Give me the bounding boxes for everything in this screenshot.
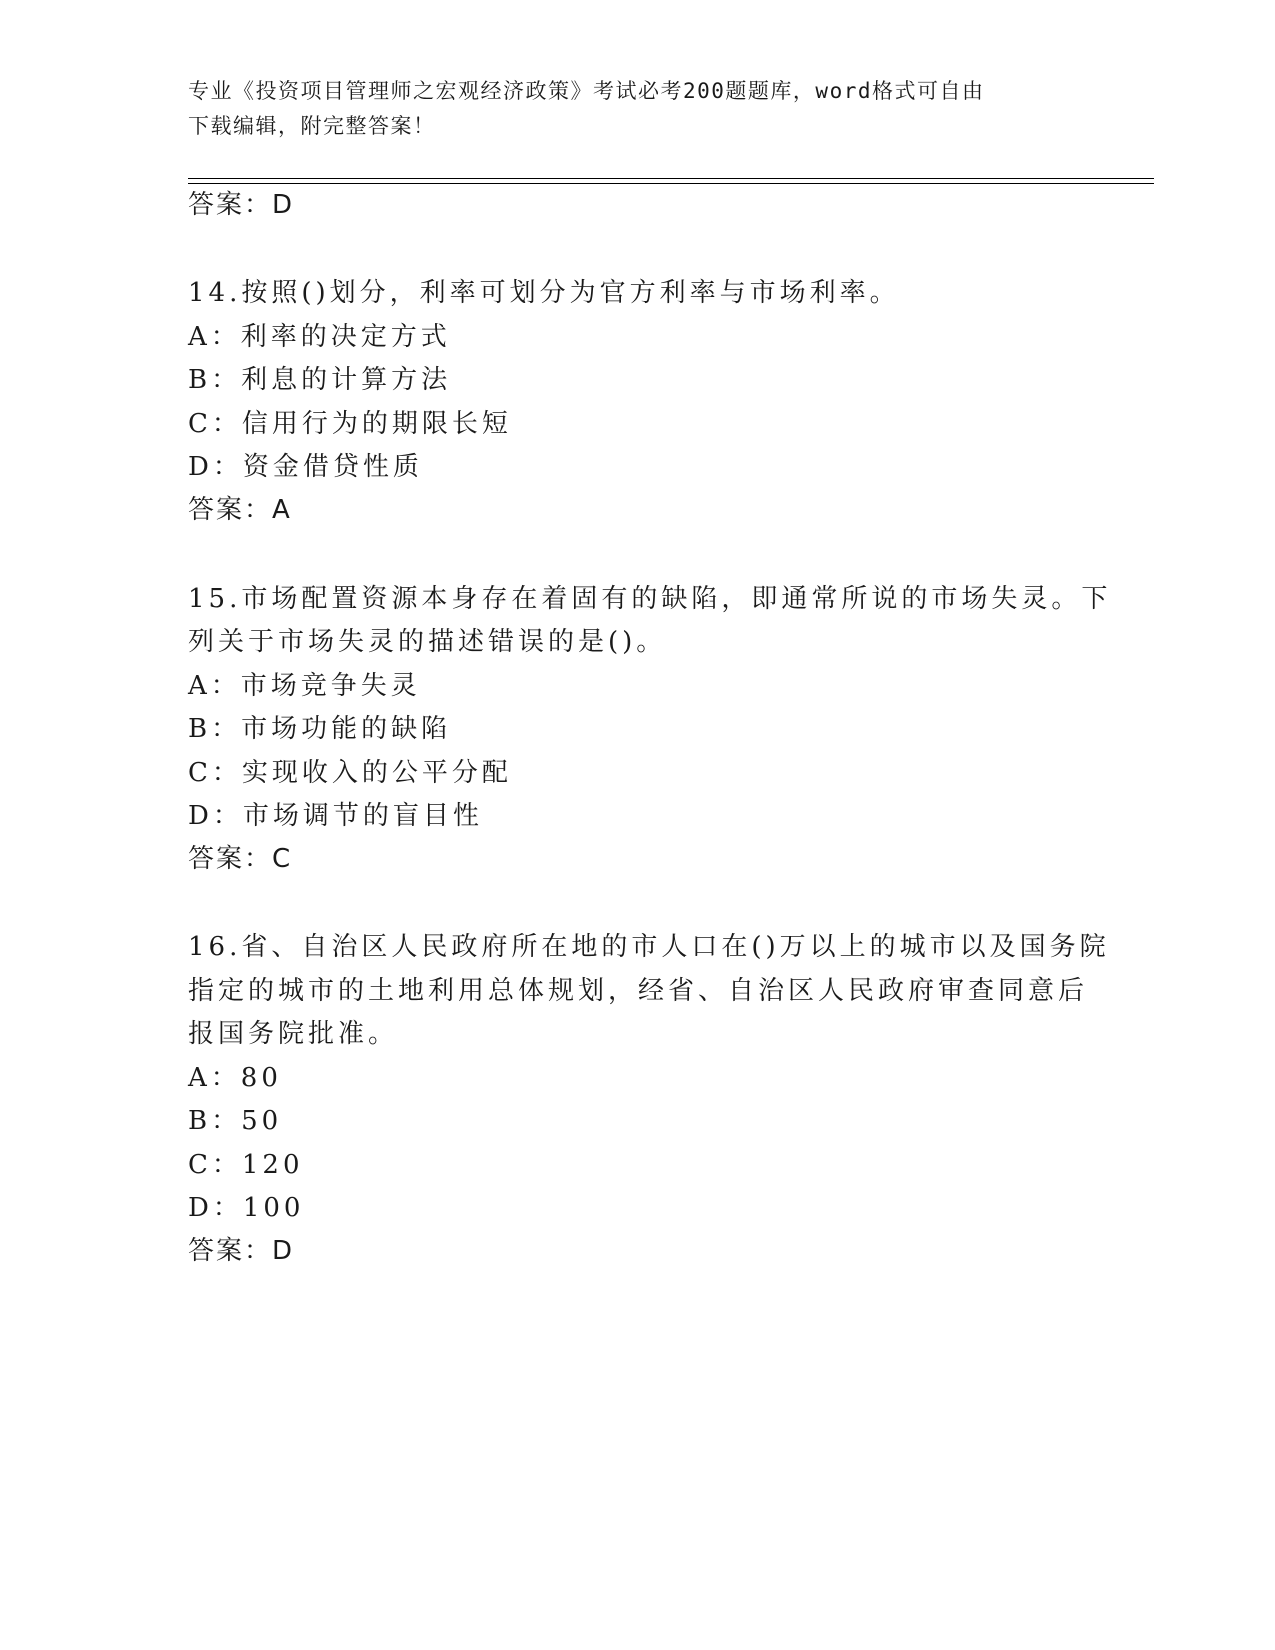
q16-stem-line-2: 指定的城市的土地利用总体规划，经省、自治区人民政府审查同意后 bbox=[188, 976, 1089, 1006]
q14-option-b: B：利息的计算方法 bbox=[188, 365, 452, 395]
q14-stem: 14.按照()划分，利率可划分为官方利率与市场利率。 bbox=[188, 278, 900, 308]
q15-option-a: A：市场竞争失灵 bbox=[188, 671, 421, 701]
previous-answer: 答案：D bbox=[188, 190, 295, 220]
q16-answer: 答案：D bbox=[188, 1236, 295, 1266]
q16-option-c: C：120 bbox=[188, 1150, 304, 1180]
header-divider-top bbox=[188, 178, 1154, 179]
q15-option-d: D：市场调节的盲目性 bbox=[188, 801, 483, 831]
header-line-2: 下载编辑，附完整答案！ bbox=[188, 114, 436, 138]
q15-option-c: C：实现收入的公平分配 bbox=[188, 758, 512, 788]
q15-option-b: B：市场功能的缺陷 bbox=[188, 714, 452, 744]
q14-option-a: A：利率的决定方式 bbox=[188, 322, 451, 352]
q16-option-d: D：100 bbox=[188, 1193, 305, 1223]
q14-option-d: D：资金借贷性质 bbox=[188, 452, 423, 482]
document-header bbox=[188, 74, 1068, 144]
q15-stem-line-1: 15.市场配置资源本身存在着固有的缺陷，即通常所说的市场失灵。下 bbox=[188, 584, 1112, 614]
header-line-1: 专业《投资项目管理师之宏观经济政策》考试必考200题题库，word格式可自由 bbox=[188, 79, 985, 103]
q16-option-a: A：80 bbox=[188, 1063, 282, 1093]
header-divider-bottom bbox=[188, 183, 1154, 184]
q16-option-b: B：50 bbox=[188, 1106, 283, 1136]
q16-stem-line-1: 16.省、自治区人民政府所在地的市人口在()万以上的城市以及国务院 bbox=[188, 932, 1110, 962]
q14-answer: 答案：A bbox=[188, 495, 292, 525]
q16-stem-line-3: 报国务院批准。 bbox=[188, 1019, 399, 1049]
q14-option-c: C：信用行为的期限长短 bbox=[188, 409, 512, 439]
q15-answer: 答案：C bbox=[188, 844, 293, 874]
q15-stem-line-2: 列关于市场失灵的描述错误的是()。 bbox=[188, 627, 667, 657]
